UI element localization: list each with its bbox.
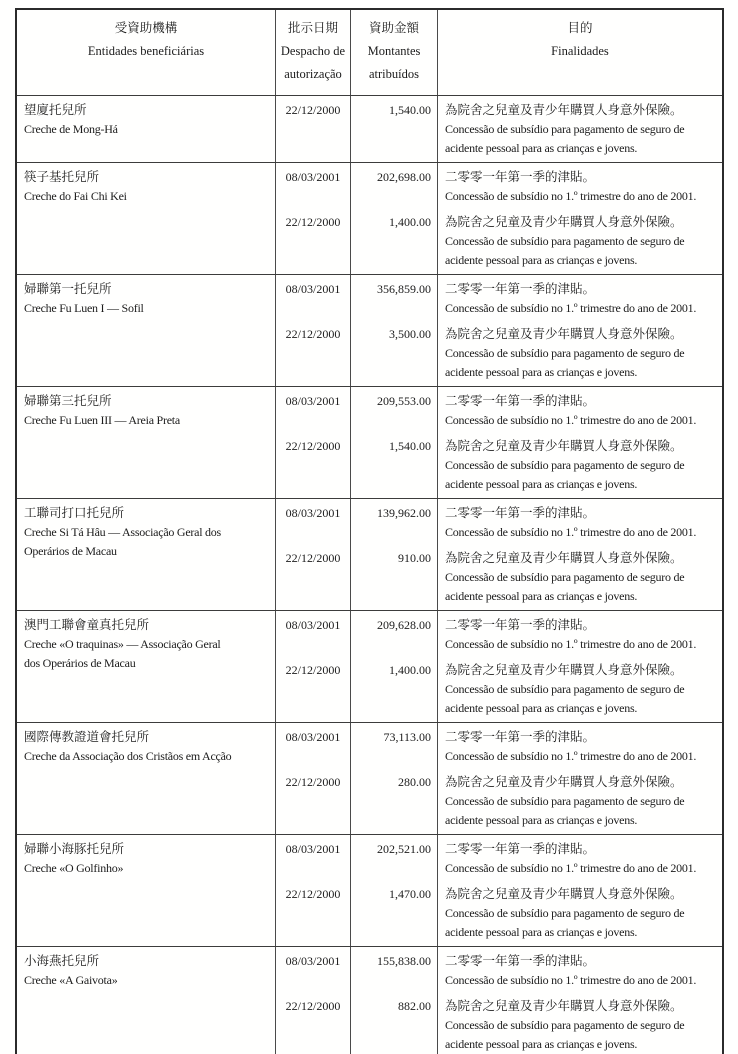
date-cell <box>276 611 351 722</box>
entity-name-pt: Creche «O Golfinho» <box>24 861 124 875</box>
purpose-pt: acidente pessoal para as crianças e jovens. <box>445 365 638 379</box>
entity-cell <box>17 387 276 498</box>
grant-amount: 1,400.00 <box>389 215 431 229</box>
purpose-pt: Concessão de subsídio no 1.º trimestre do ano de 2001. <box>445 637 697 651</box>
purpose-block <box>445 952 718 990</box>
grant-amount: 73,113.00 <box>383 730 431 744</box>
header-entity <box>17 10 276 95</box>
purpose-block <box>445 616 718 654</box>
date-cell <box>276 947 351 1054</box>
table-row <box>17 163 722 275</box>
amount-cell <box>351 96 438 162</box>
purpose-block <box>445 840 718 878</box>
header-purpose-zh: 目的 <box>567 21 593 35</box>
entity-cell <box>17 611 276 722</box>
date-cell <box>276 499 351 610</box>
entity-name-zh: 澳門工聯會童真托兒所 <box>24 618 150 632</box>
amount-cell <box>351 275 438 386</box>
amount-cell <box>351 387 438 498</box>
purpose-zh: 二零零一年第一季的津貼。 <box>445 730 596 744</box>
entity-cell <box>17 96 276 162</box>
purpose-zh: 為院舍之兒童及青少年購買人身意外保險。 <box>445 215 683 229</box>
purpose-pt: acidente pessoal para as crianças e jovens. <box>445 1037 638 1051</box>
entity-name-zh: 筷子基托兒所 <box>24 170 100 184</box>
grant-date: 22/12/2000 <box>285 887 341 901</box>
purpose-block <box>445 213 718 270</box>
header-purpose-pt: Finalidades <box>551 44 609 58</box>
entity-cell <box>17 947 276 1054</box>
purpose-pt: Concessão de subsídio para pagamento de seguro de <box>445 682 685 696</box>
grant-amount: 1,540.00 <box>389 439 431 453</box>
grant-amount: 1,470.00 <box>389 887 431 901</box>
table-row <box>17 96 722 163</box>
entity-name-pt: Creche «O traquinas» — Associação Geral <box>24 637 221 651</box>
grant-date: 08/03/2001 <box>285 954 341 968</box>
date-cell <box>276 275 351 386</box>
header-amount-pt-line1: Montantes <box>367 44 421 58</box>
header-entity-zh: 受資助機構 <box>114 21 178 35</box>
purpose-pt: Concessão de subsídio para pagamento de seguro de <box>445 346 685 360</box>
grant-amount: 910.00 <box>398 551 431 565</box>
grant-amount: 882.00 <box>398 999 431 1013</box>
purpose-block <box>445 773 718 830</box>
purpose-zh: 二零零一年第一季的津貼。 <box>445 170 596 184</box>
table-row <box>17 947 722 1054</box>
header-date-pt-line1: Despacho de <box>280 44 346 58</box>
amount-cell <box>351 163 438 274</box>
purpose-block <box>445 549 718 606</box>
purpose-block <box>445 280 718 318</box>
grant-amount: 202,521.00 <box>377 842 431 856</box>
purpose-zh: 二零零一年第一季的津貼。 <box>445 394 596 408</box>
entity-cell <box>17 275 276 386</box>
entity-name-zh: 望廈托兒所 <box>24 103 87 117</box>
amount-cell <box>351 835 438 946</box>
header-amount-zh: 資助金額 <box>368 21 419 35</box>
purpose-pt: Concessão de subsídio no 1.º trimestre do ano de 2001. <box>445 525 697 539</box>
entity-cell <box>17 723 276 834</box>
grant-amount: 155,838.00 <box>377 954 431 968</box>
grant-date: 22/12/2000 <box>285 999 341 1013</box>
purpose-pt: Concessão de subsídio para pagamento de seguro de <box>445 794 685 808</box>
entity-name-pt: Operários de Macau <box>24 544 117 558</box>
purpose-cell <box>438 163 722 274</box>
purpose-pt: Concessão de subsídio no 1.º trimestre do ano de 2001. <box>445 189 697 203</box>
purpose-cell <box>438 611 722 722</box>
entity-name-pt: Creche Fu Luen I — Sofil <box>24 301 144 315</box>
purpose-pt: Concessão de subsídio no 1.º trimestre do ano de 2001. <box>445 413 697 427</box>
grant-amount: 139,962.00 <box>377 506 431 520</box>
purpose-pt: acidente pessoal para as crianças e jovens. <box>445 477 638 491</box>
grant-amount: 209,553.00 <box>377 394 431 408</box>
grant-date: 22/12/2000 <box>285 439 341 453</box>
entity-cell <box>17 499 276 610</box>
entity-cell <box>17 163 276 274</box>
entity-name-zh: 工聯司打口托兒所 <box>24 506 125 520</box>
amount-cell <box>351 723 438 834</box>
grant-date: 22/12/2000 <box>285 775 341 789</box>
purpose-pt: acidente pessoal para as crianças e jovens. <box>445 141 638 155</box>
purpose-zh: 為院舍之兒童及青少年購買人身意外保險。 <box>445 663 683 677</box>
purpose-zh: 二零零一年第一季的津貼。 <box>445 842 596 856</box>
purpose-pt: acidente pessoal para as crianças e jovens. <box>445 253 638 267</box>
purpose-block <box>445 504 718 542</box>
purpose-pt: acidente pessoal para as crianças e jovens. <box>445 589 638 603</box>
purpose-cell <box>438 835 722 946</box>
amount-cell <box>351 611 438 722</box>
subsidy-table <box>15 8 724 1054</box>
header-date-pt-line2: autorização <box>284 67 342 81</box>
entity-name-pt: dos Operários de Macau <box>24 656 136 670</box>
date-cell <box>276 387 351 498</box>
header-date-zh: 批示日期 <box>287 21 338 35</box>
entity-name-zh: 婦聯第一托兒所 <box>24 282 112 296</box>
purpose-zh: 二零零一年第一季的津貼。 <box>445 954 596 968</box>
purpose-zh: 二零零一年第一季的津貼。 <box>445 618 596 632</box>
purpose-block <box>445 325 718 382</box>
purpose-block <box>445 997 718 1054</box>
header-purpose <box>438 10 722 95</box>
table-header-row <box>17 10 722 96</box>
table-row <box>17 275 722 387</box>
purpose-pt: Concessão de subsídio no 1.º trimestre do ano de 2001. <box>445 301 697 315</box>
grant-date: 08/03/2001 <box>285 842 341 856</box>
grant-amount: 1,400.00 <box>389 663 431 677</box>
purpose-zh: 為院舍之兒童及青少年購買人身意外保險。 <box>445 327 683 341</box>
header-date <box>276 10 351 95</box>
purpose-cell <box>438 947 722 1054</box>
entity-name-pt: Creche de Mong-Há <box>24 122 118 136</box>
table-body <box>17 96 722 1054</box>
purpose-pt: Concessão de subsídio para pagamento de seguro de <box>445 570 685 584</box>
purpose-cell <box>438 499 722 610</box>
purpose-cell <box>438 96 722 162</box>
amount-cell <box>351 499 438 610</box>
grant-date: 08/03/2001 <box>285 282 341 296</box>
table-row <box>17 499 722 611</box>
date-cell <box>276 163 351 274</box>
grant-amount: 3,500.00 <box>389 327 431 341</box>
purpose-pt: Concessão de subsídio para pagamento de seguro de <box>445 458 685 472</box>
purpose-pt: Concessão de subsídio no 1.º trimestre do ano de 2001. <box>445 749 697 763</box>
purpose-pt: Concessão de subsídio no 1.º trimestre do ano de 2001. <box>445 973 697 987</box>
grant-date: 08/03/2001 <box>285 394 341 408</box>
purpose-block <box>445 168 718 206</box>
grant-date: 22/12/2000 <box>285 663 341 677</box>
grant-amount: 356,859.00 <box>377 282 431 296</box>
grant-date: 22/12/2000 <box>285 327 341 341</box>
table-row <box>17 611 722 723</box>
header-amount-pt-line2: atribuídos <box>369 67 419 81</box>
grant-date: 22/12/2000 <box>285 103 341 117</box>
purpose-zh: 為院舍之兒童及青少年購買人身意外保險。 <box>445 999 683 1013</box>
grant-date: 22/12/2000 <box>285 215 341 229</box>
table-row <box>17 723 722 835</box>
grant-amount: 202,698.00 <box>377 170 431 184</box>
purpose-zh: 為院舍之兒童及青少年購買人身意外保險。 <box>445 775 683 789</box>
amount-cell <box>351 947 438 1054</box>
header-entity-pt: Entidades beneficiárias <box>87 44 205 58</box>
entity-name-zh: 婦聯小海豚托兒所 <box>24 842 125 856</box>
purpose-pt: Concessão de subsídio para pagamento de seguro de <box>445 1018 685 1032</box>
purpose-block <box>445 728 718 766</box>
table-row <box>17 387 722 499</box>
purpose-zh: 為院舍之兒童及青少年購買人身意外保險。 <box>445 887 683 901</box>
entity-name-zh: 國際傳教證道會托兒所 <box>24 730 150 744</box>
date-cell <box>276 723 351 834</box>
grant-date: 08/03/2001 <box>285 170 341 184</box>
entity-name-pt: Creche Fu Luen III — Areia Preta <box>24 413 180 427</box>
purpose-zh: 為院舍之兒童及青少年購買人身意外保險。 <box>445 551 683 565</box>
grant-date: 08/03/2001 <box>285 730 341 744</box>
grant-date: 08/03/2001 <box>285 506 341 520</box>
purpose-zh: 二零零一年第一季的津貼。 <box>445 506 596 520</box>
entity-name-pt: Creche da Associação dos Cristãos em Acção <box>24 749 232 763</box>
table-row <box>17 835 722 947</box>
entity-name-zh: 小海燕托兒所 <box>24 954 100 968</box>
entity-name-zh: 婦聯第三托兒所 <box>24 394 112 408</box>
purpose-cell <box>438 275 722 386</box>
grant-amount: 209,628.00 <box>377 618 431 632</box>
purpose-pt: Concessão de subsídio para pagamento de seguro de <box>445 906 685 920</box>
grant-amount: 280.00 <box>398 775 431 789</box>
date-cell <box>276 96 351 162</box>
date-cell <box>276 835 351 946</box>
purpose-pt: Concessão de subsídio no 1.º trimestre do ano de 2001. <box>445 861 697 875</box>
grant-date: 22/12/2000 <box>285 551 341 565</box>
grant-amount: 1,540.00 <box>389 103 431 117</box>
purpose-zh: 為院舍之兒童及青少年購買人身意外保險。 <box>445 103 683 117</box>
purpose-zh: 二零零一年第一季的津貼。 <box>445 282 596 296</box>
purpose-pt: acidente pessoal para as crianças e jovens. <box>445 813 638 827</box>
purpose-pt: acidente pessoal para as crianças e jovens. <box>445 701 638 715</box>
purpose-block <box>445 392 718 430</box>
purpose-pt: Concessão de subsídio para pagamento de seguro de <box>445 122 685 136</box>
grant-date: 08/03/2001 <box>285 618 341 632</box>
header-amount <box>351 10 438 95</box>
purpose-block <box>445 437 718 494</box>
entity-name-pt: Creche do Fai Chi Kei <box>24 189 127 203</box>
purpose-cell <box>438 723 722 834</box>
purpose-block <box>445 101 718 158</box>
purpose-pt: acidente pessoal para as crianças e jovens. <box>445 925 638 939</box>
entity-name-pt: Creche «A Gaivota» <box>24 973 118 987</box>
purpose-block <box>445 885 718 942</box>
purpose-cell <box>438 387 722 498</box>
entity-cell <box>17 835 276 946</box>
purpose-zh: 為院舍之兒童及青少年購買人身意外保險。 <box>445 439 683 453</box>
entity-name-pt: Creche Si Tá Hâu — Associação Geral dos <box>24 525 221 539</box>
purpose-block <box>445 661 718 718</box>
purpose-pt: Concessão de subsídio para pagamento de seguro de <box>445 234 685 248</box>
